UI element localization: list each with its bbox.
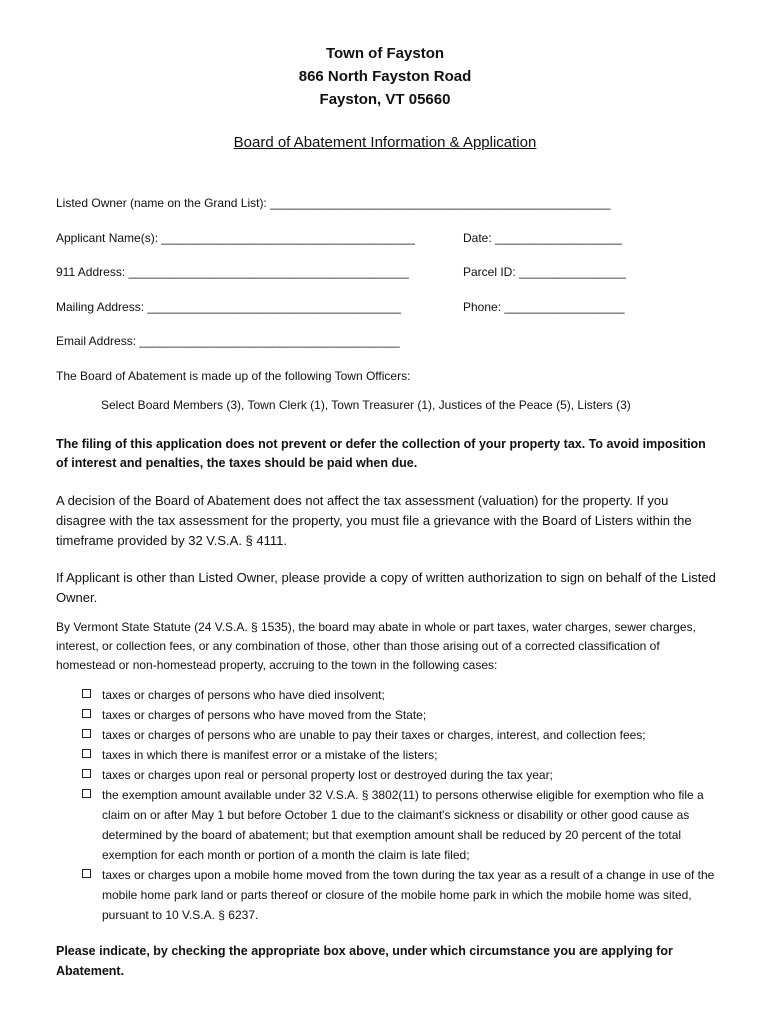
checkbox-died-insolvent[interactable]	[82, 689, 91, 698]
checkbox-unable-to-pay[interactable]	[82, 729, 91, 738]
payment-notice: The filing of this application does not prevent or defer the collection of your property tax. To avoid imposition of interest and penalties, the taxes should be paid when due.	[56, 437, 706, 470]
checklist-item	[82, 705, 722, 725]
checklist-item-text: the exemption amount available under 32 V.S.A. § 3802(11) to persons otherwise eligible for exemption who file a claim on or after May 1 but before October 1 due to the claimant's sickness or disability or other good cause as determined by the board of abatement; but that exemption amount shall be reduced by 20 percent of the total exemption for each month or portion of a month the claim is late filed;	[102, 788, 704, 862]
checklist-item	[82, 865, 722, 925]
phone-field[interactable]: Phone: __________________	[463, 300, 625, 314]
applicant-name-field[interactable]: Applicant Name(s): ______________________________________	[56, 231, 415, 245]
checklist-item	[82, 725, 722, 745]
authorization-paragraph: If Applicant is other than Listed Owner, please provide a copy of written authorization to sign on behalf of the Listed Owner.	[56, 570, 716, 605]
checklist-item-text: taxes or charges upon real or personal property lost or destroyed during the tax year;	[102, 768, 553, 782]
checkbox-mobile-home-moved[interactable]	[82, 869, 91, 878]
email-address-field[interactable]: Email Address: _______________________________________	[56, 334, 400, 348]
form-title: Board of Abatement Information & Application	[233, 134, 537, 151]
parcel-id-field[interactable]: Parcel ID: ________________	[463, 265, 626, 279]
date-field[interactable]: Date: ___________________	[463, 231, 622, 245]
assessment-decision-paragraph: A decision of the Board of Abatement does not affect the tax assessment (valuation) for the property. If you disagree with the tax assessment for the property, you must file a grievance with the Board of Listers within the timeframe provided by 32 V.S.A. § 4111.	[56, 493, 692, 548]
listed-owner-field[interactable]: Listed Owner (name on the Grand List): ___________________________________________________	[56, 196, 611, 210]
checkbox-exemption-late-claim[interactable]	[82, 789, 91, 798]
town-city-state-zip: Fayston, VT 05660	[319, 91, 451, 108]
address-911-field[interactable]: 911 Address: __________________________________________	[56, 265, 409, 279]
town-street-address: 866 North Fayston Road	[298, 68, 472, 85]
checklist-item-text: taxes or charges upon a mobile home moved from the town during the tax year as a result of a change in use of the mobile home park land or parts thereof or closure of the mobile home park in which the mobile home was sited, pursuant to 10 V.S.A. § 6237.	[102, 868, 715, 922]
checklist-item-text: taxes or charges of persons who have died insolvent;	[102, 688, 385, 702]
mailing-address-field[interactable]: Mailing Address: ______________________________________	[56, 300, 401, 314]
checkbox-manifest-error[interactable]	[82, 749, 91, 758]
checklist-item-text: taxes in which there is manifest error or a mistake of the listers;	[102, 748, 438, 762]
checklist-item-text: taxes or charges of persons who have moved from the State;	[102, 708, 427, 722]
checklist-item	[82, 685, 722, 705]
town-name: Town of Fayston	[325, 45, 445, 62]
checkbox-moved-from-state[interactable]	[82, 709, 91, 718]
checklist-item	[82, 765, 722, 785]
board-intro-text: The Board of Abatement is made up of the following Town Officers:	[56, 369, 411, 383]
statute-paragraph: By Vermont State Statute (24 V.S.A. § 1535), the board may abate in whole or part taxes, water charges, sewer charges, interest, or collection fees, or any combination of those, other than those arising out of a corrected classification of homestead or non-homestead property, accruing to the town in the following cases:	[56, 620, 696, 672]
checklist-item-text: taxes or charges of persons who are unable to pay their taxes or charges, interest, and collection fees;	[102, 728, 646, 742]
checkbox-property-lost[interactable]	[82, 769, 91, 778]
checklist-item	[82, 785, 722, 865]
checklist-item	[82, 745, 722, 765]
board-members-list: Select Board Members (3), Town Clerk (1), Town Treasurer (1), Justices of the Peace (5), Listers (3)	[101, 398, 631, 412]
closing-instruction: Please indicate, by checking the appropriate box above, under which circumstance you are applying for Abatement.	[56, 944, 673, 978]
